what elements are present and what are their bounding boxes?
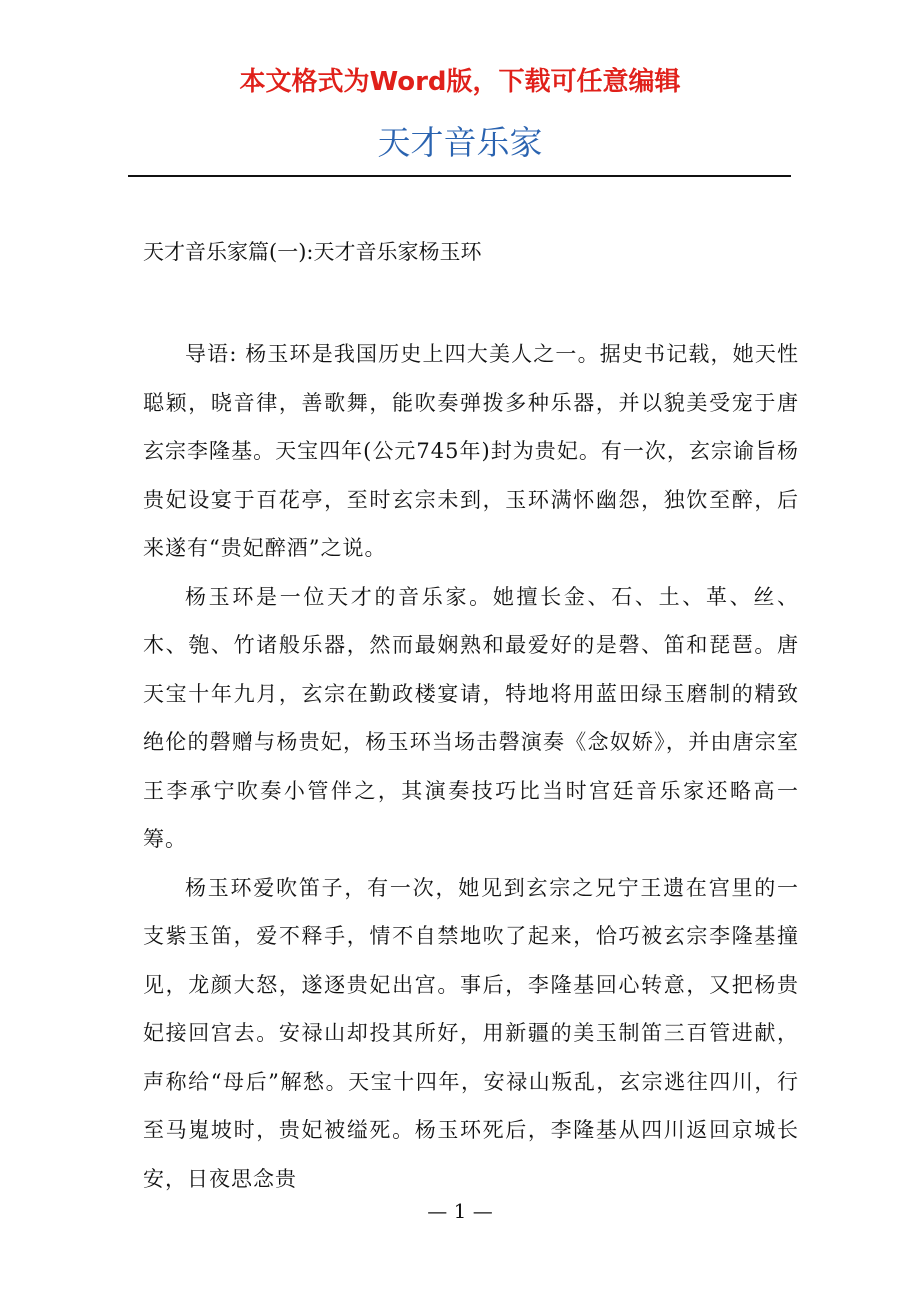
page-number: — 1 — xyxy=(427,1199,493,1223)
body-text xyxy=(143,330,799,1203)
paragraph-intro: 导语: 杨玉环是我国历史上四大美人之一。据史书记载，她天性聪颖，晓音律，善歌舞，能吹奏弹拨多种乐器，并以貌美受宠于唐玄宗李隆基。天宝四年(公元745年)封为贵妃。有一次，玄宗谕旨杨贵妃设宴于百花亭，至时玄宗未到，玉环满怀幽怨，独饮至醉，后来遂有“贵妃醉酒”之说。 xyxy=(143,342,799,560)
format-banner: 本文格式为Word版，下载可任意编辑 xyxy=(239,67,681,97)
title-divider xyxy=(128,175,791,177)
paragraph-flute: 杨玉环爱吹笛子，有一次，她见到玄宗之兄宁王遗在宫里的一支紫玉笛，爱不释手，情不自禁地吹了起来，恰巧被玄宗李隆基撞见，龙颜大怒，遂逐贵妃出宫。事后，李隆基回心转意，又把杨贵妃接回宫去。安禄山却投其所好，用新疆的美玉制笛三百管进献，声称给“母后”解愁。天宝十四年，安禄山叛乱，玄宗逃往四川，行至马嵬坡时，贵妃被缢死。杨玉环死后，李隆基从四川返回京城长安，日夜思念贵 xyxy=(143,875,799,1191)
paragraph-musician: 杨玉环是一位天才的音乐家。她擅长金、石、土、革、丝、木、匏、竹诸般乐器，然而最娴熟和最爱好的是磬、笛和琵琶。唐天宝十年九月，玄宗在勤政楼宴请，特地将用蓝田绿玉磨制的精致绝伦的磬赠与杨贵妃，杨玉环当场击磬演奏《念奴娇》，并由唐宗室王李承宁吹奏小管伴之，其演奏技巧比当时宫廷音乐家还略高一筹。 xyxy=(143,584,799,851)
document-title: 天才音乐家 xyxy=(377,123,543,162)
section-heading: 天才音乐家篇(一):天才音乐家杨玉环 xyxy=(143,240,482,264)
